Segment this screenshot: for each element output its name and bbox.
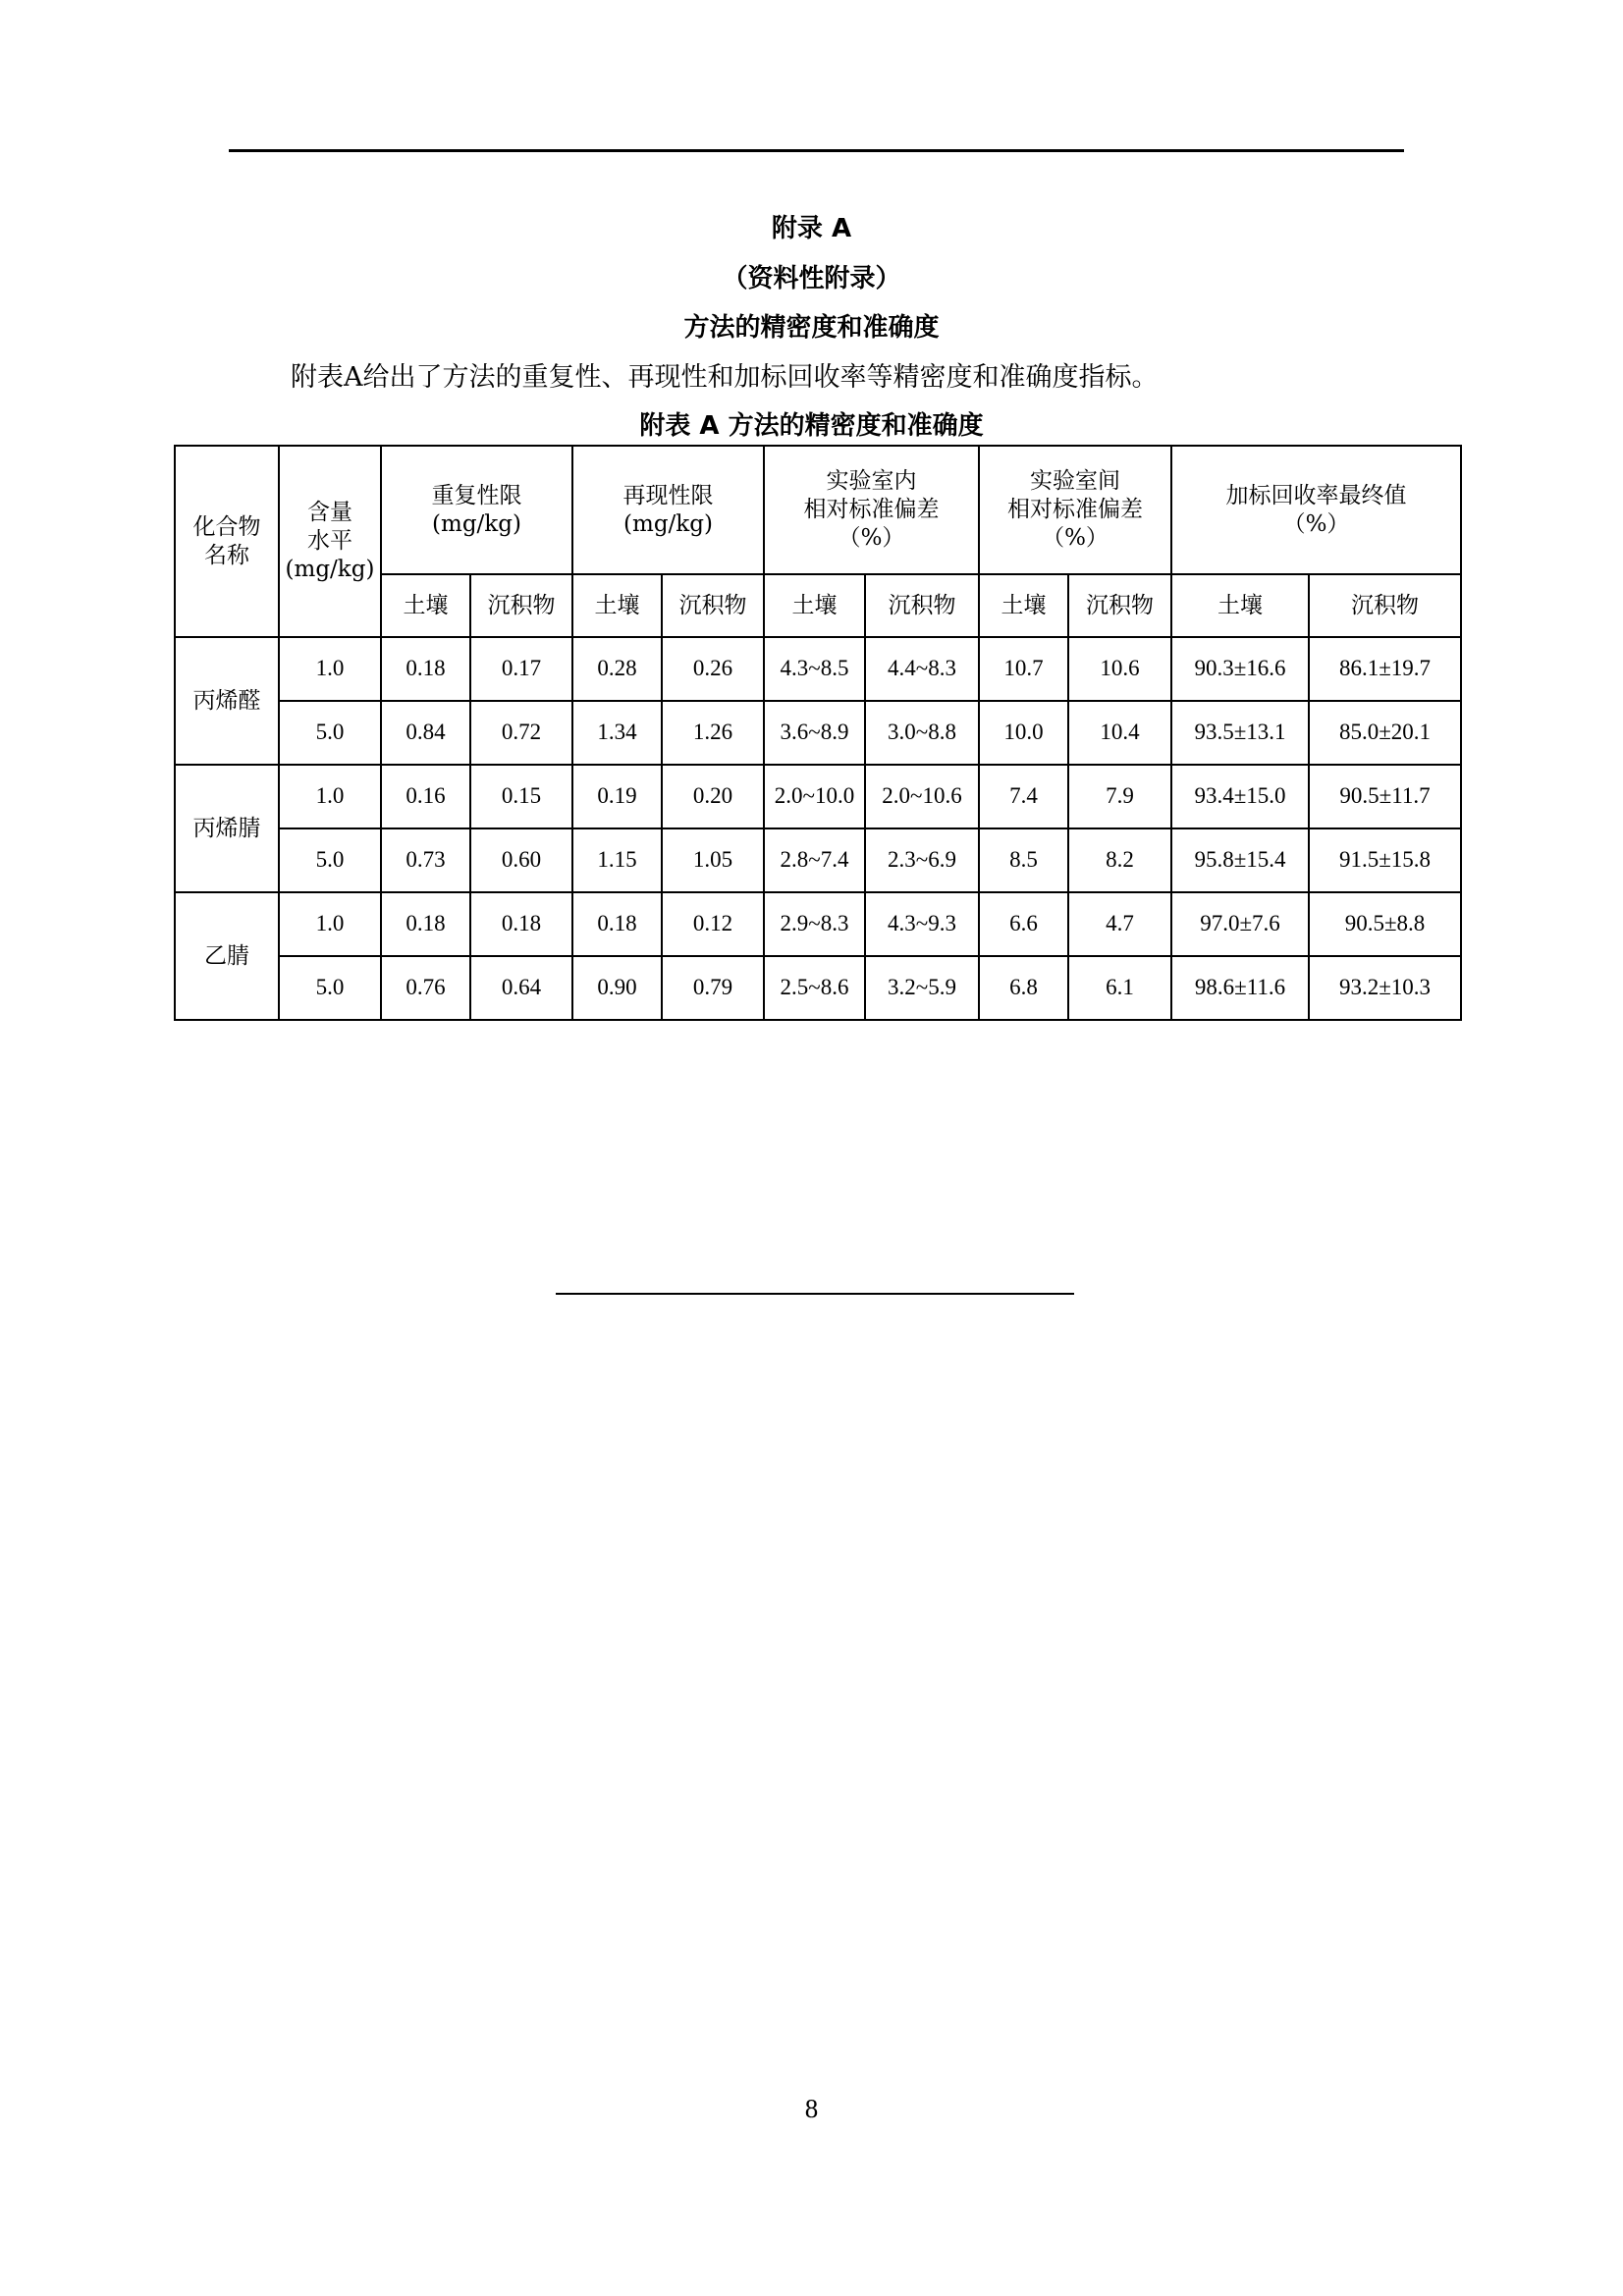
data-cell: 8.5 — [979, 828, 1068, 892]
subheader-sediment: 沉积物 — [1068, 574, 1171, 637]
header-inter-rsd: 实验室间 相对标准偏差 （%） — [979, 446, 1171, 574]
data-cell: 0.64 — [470, 956, 572, 1020]
data-cell: 2.9~8.3 — [764, 892, 865, 956]
data-cell: 3.0~8.8 — [865, 701, 979, 765]
level-cell: 1.0 — [279, 637, 381, 701]
data-cell: 93.5±13.1 — [1171, 701, 1309, 765]
data-cell: 2.0~10.0 — [764, 765, 865, 828]
data-cell: 93.2±10.3 — [1309, 956, 1461, 1020]
data-cell: 6.6 — [979, 892, 1068, 956]
subheader-soil: 土壤 — [1171, 574, 1309, 637]
data-cell: 0.60 — [470, 828, 572, 892]
data-cell: 97.0±7.6 — [1171, 892, 1309, 956]
data-cell: 1.26 — [662, 701, 764, 765]
data-cell: 0.16 — [381, 765, 470, 828]
data-cell: 7.9 — [1068, 765, 1171, 828]
table-row — [175, 828, 1461, 892]
data-cell: 0.19 — [572, 765, 662, 828]
precision-accuracy-table — [174, 445, 1462, 1021]
intro-paragraph: 附表A给出了方法的重复性、再现性和加标回收率等精密度和准确度指标。 — [291, 362, 1159, 393]
subheader-sediment: 沉积物 — [865, 574, 979, 637]
data-cell: 10.4 — [1068, 701, 1171, 765]
data-cell: 0.17 — [470, 637, 572, 701]
data-cell: 0.73 — [381, 828, 470, 892]
data-cell: 6.8 — [979, 956, 1068, 1020]
compound-name: 乙腈 — [175, 892, 279, 1020]
table-row — [175, 892, 1461, 956]
data-cell: 1.34 — [572, 701, 662, 765]
data-cell: 95.8±15.4 — [1171, 828, 1309, 892]
header-intra-rsd: 实验室内 相对标准偏差 （%） — [764, 446, 979, 574]
table-row — [175, 701, 1461, 765]
data-cell: 85.0±20.1 — [1309, 701, 1461, 765]
data-cell: 93.4±15.0 — [1171, 765, 1309, 828]
data-cell: 0.90 — [572, 956, 662, 1020]
data-cell: 0.12 — [662, 892, 764, 956]
data-cell: 0.18 — [381, 892, 470, 956]
appendix-title: 附录 A — [771, 214, 852, 243]
data-cell: 90.5±8.8 — [1309, 892, 1461, 956]
subheader-sediment: 沉积物 — [662, 574, 764, 637]
header-level: 含量 水平 (mg/kg) — [279, 446, 381, 637]
data-cell: 10.7 — [979, 637, 1068, 701]
data-cell: 4.3~8.5 — [764, 637, 865, 701]
table-caption: 附表 A 方法的精密度和准确度 — [639, 411, 984, 441]
data-cell: 2.0~10.6 — [865, 765, 979, 828]
data-cell: 0.76 — [381, 956, 470, 1020]
table-row — [175, 637, 1461, 701]
data-cell: 7.4 — [979, 765, 1068, 828]
data-cell: 4.7 — [1068, 892, 1171, 956]
data-cell: 3.6~8.9 — [764, 701, 865, 765]
data-cell: 4.4~8.3 — [865, 637, 979, 701]
data-cell: 6.1 — [1068, 956, 1171, 1020]
data-cell: 90.3±16.6 — [1171, 637, 1309, 701]
data-cell: 1.15 — [572, 828, 662, 892]
header-reproducibility: 再现性限 (mg/kg) — [572, 446, 764, 574]
header-recovery: 加标回收率最终值 （%） — [1171, 446, 1461, 574]
header-rule — [229, 149, 1404, 152]
appendix-type: （资料性附录） — [722, 264, 901, 294]
subheader-soil: 土壤 — [764, 574, 865, 637]
data-cell: 98.6±11.6 — [1171, 956, 1309, 1020]
data-cell: 0.18 — [381, 637, 470, 701]
data-cell: 0.84 — [381, 701, 470, 765]
header-repeatability: 重复性限 (mg/kg) — [381, 446, 572, 574]
table-header-row — [175, 446, 1461, 574]
level-cell: 5.0 — [279, 701, 381, 765]
data-cell: 0.72 — [470, 701, 572, 765]
data-cell: 0.28 — [572, 637, 662, 701]
data-cell: 90.5±11.7 — [1309, 765, 1461, 828]
data-cell: 0.18 — [470, 892, 572, 956]
section-title: 方法的精密度和准确度 — [683, 313, 940, 343]
level-cell: 1.0 — [279, 892, 381, 956]
compound-name: 丙烯醛 — [175, 637, 279, 765]
subheader-soil: 土壤 — [572, 574, 662, 637]
data-cell: 0.15 — [470, 765, 572, 828]
data-cell: 86.1±19.7 — [1309, 637, 1461, 701]
table-row — [175, 765, 1461, 828]
level-cell: 1.0 — [279, 765, 381, 828]
data-cell: 4.3~9.3 — [865, 892, 979, 956]
table-row — [175, 956, 1461, 1020]
data-cell: 8.2 — [1068, 828, 1171, 892]
level-cell: 5.0 — [279, 956, 381, 1020]
data-cell: 0.79 — [662, 956, 764, 1020]
data-cell: 0.26 — [662, 637, 764, 701]
data-cell: 91.5±15.8 — [1309, 828, 1461, 892]
compound-name: 丙烯腈 — [175, 765, 279, 892]
end-rule — [556, 1293, 1074, 1295]
level-cell: 5.0 — [279, 828, 381, 892]
data-cell: 2.3~6.9 — [865, 828, 979, 892]
data-cell: 2.5~8.6 — [764, 956, 865, 1020]
data-cell: 0.18 — [572, 892, 662, 956]
data-cell: 2.8~7.4 — [764, 828, 865, 892]
subheader-sediment: 沉积物 — [470, 574, 572, 637]
subheader-soil: 土壤 — [381, 574, 470, 637]
data-cell: 10.6 — [1068, 637, 1171, 701]
subheader-soil: 土壤 — [979, 574, 1068, 637]
page-number: 8 — [804, 2094, 819, 2123]
data-cell: 3.2~5.9 — [865, 956, 979, 1020]
data-cell: 10.0 — [979, 701, 1068, 765]
data-cell: 0.20 — [662, 765, 764, 828]
subheader-sediment: 沉积物 — [1309, 574, 1461, 637]
data-cell: 1.05 — [662, 828, 764, 892]
header-compound: 化合物 名称 — [175, 446, 279, 637]
